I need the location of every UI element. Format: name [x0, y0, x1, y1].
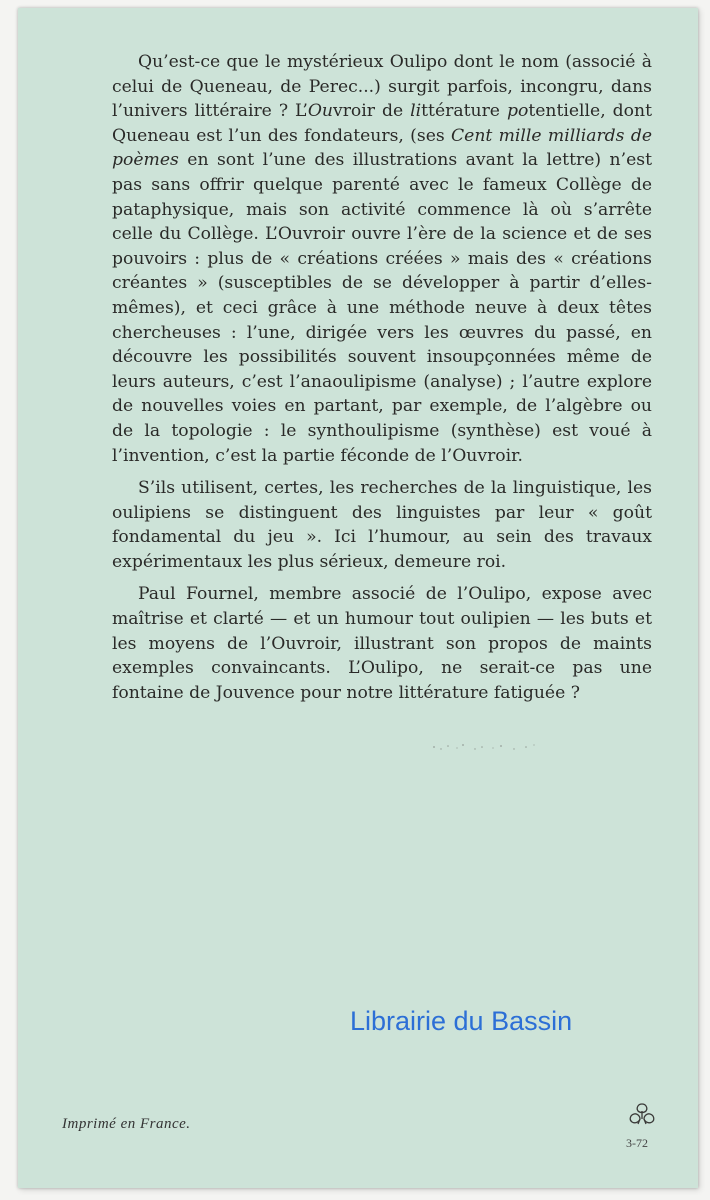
print-speckle [430, 742, 550, 754]
book-title: Cent mille milliards de poèmes [112, 125, 652, 171]
bookseller-stamp: Librairie du Bassin [350, 1006, 573, 1036]
print-code: 3-72 [626, 1136, 648, 1150]
blurb-text [112, 50, 652, 713]
blurb-paragraph-3: Paul Fournel, membre associé de l’Oulipo, expose avec maîtrise et clarté — et un humour tout oulipien — les buts et les moyens de l’Ouvroir, illustrant son propos de maints exemples convaincants. L’Oulipo, ne serait-ce pas une fontaine de Jouvence pour notre littérature fatiguée ? [112, 584, 652, 703]
imprint-line: Imprimé en France. [62, 1116, 191, 1132]
publisher-logo-icon [628, 1102, 656, 1128]
blurb-paragraph-1: Qu’est-ce que le mystérieux Oulipo dont le nom (associé à celui de Queneau, de Perec...) surgit parfois, incongru, dans l’univers littéraire ? L’Ouvroir de littérature potentielle, dont Queneau est l’un des fondateurs, (ses Cent mille milliards de poèmes en sont l’une des illustrations avant la lettre) n’est pas sans offrir quelque parenté avec le fameux Collège de pataphysique, mais son activité commence là où s’arrête celle du Collège. L’Ouvroir ouvre l’ère de la science et de ses pouvoirs : plus de « créations créées » mais des « créations créantes » (susceptibles de se développer à partir d’elles-mêmes), et ceci grâce à une méthode neuve à deux têtes chercheuses : l’une, dirigée vers les œuvres du passé, en découvre les possibilités souvent insoupçonnées même de leurs auteurs, c’est l’anaoulipisme (analyse) ; l’autre explore de nouvelles voies en partant, par exemple, de l’algèbre ou de la topologie : le synthoulipisme (synthèse) est voué à l’invention, c’est la partie féconde de l’Ouvroir. [112, 52, 652, 466]
blurb-paragraph-2: S’ils utilisent, certes, les recherches de la linguistique, les oulipiens se distinguent des linguistes par leur « goût fondamental du jeu ». Ici l’humour, au sein des travaux expérimentaux les plus sérieux, demeure roi. [112, 478, 652, 572]
